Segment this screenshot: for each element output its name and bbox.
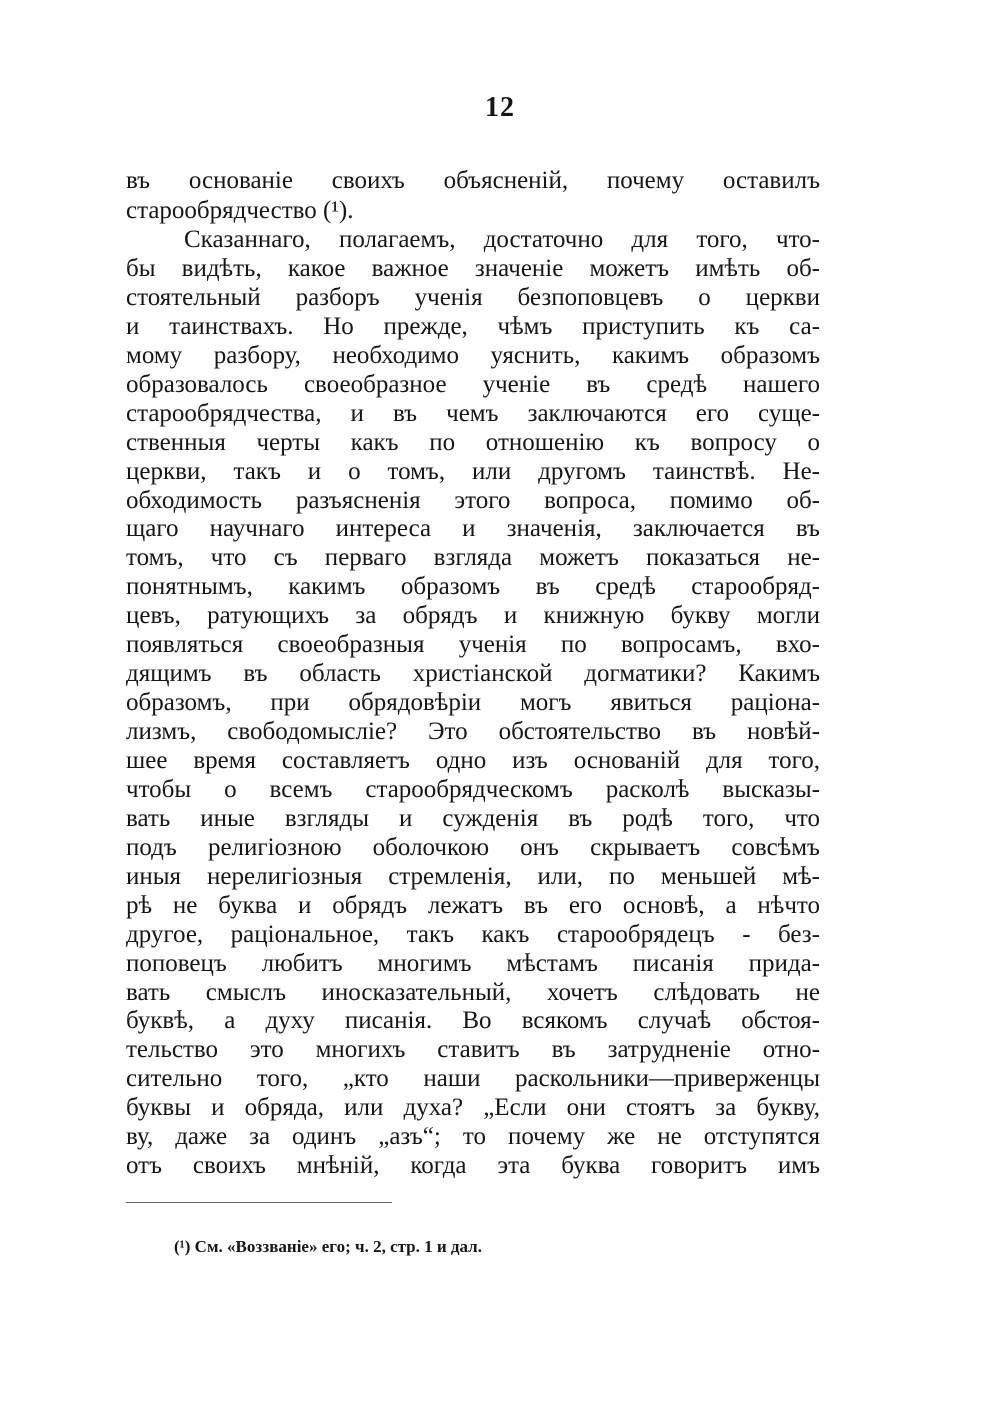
text-line: поповецъ любитъ многимъ мѣстамъ писанія прида- bbox=[126, 950, 820, 977]
text-line: ственныя черты какъ по отношенію къ вопросу о bbox=[126, 429, 820, 456]
text-line: другое, раціональное, такъ какъ старообрядецъ - без- bbox=[126, 921, 820, 948]
text-line: тельство это многихъ ставитъ въ затрудненіе отно- bbox=[126, 1036, 820, 1063]
text-line: обходимость разъясненія этого вопроса, помимо об- bbox=[126, 487, 820, 514]
text-line: томъ, что съ перваго взгляда можетъ показаться не- bbox=[126, 544, 820, 571]
text-line: вать смыслъ иносказательный, хочетъ слѣдовать не bbox=[126, 979, 820, 1006]
text-line: появляться своеобразныя ученія по вопросамъ, вхо- bbox=[126, 631, 820, 658]
text-line: шее время составляетъ одно изъ основаній для того, bbox=[126, 747, 820, 774]
text-line: мому разбору, необходимо уяснить, какимъ образомъ bbox=[126, 342, 820, 369]
text-line: старообрядчества, и въ чемъ заключаются его суще- bbox=[126, 400, 820, 427]
text-line: щаго научнаго интереса и значенія, заключается въ bbox=[126, 515, 820, 542]
text-line: рѣ не буква и обрядъ лежатъ въ его основѣ, а нѣчто bbox=[126, 892, 820, 919]
text-line: понятнымъ, какимъ образомъ въ средѣ старообряд- bbox=[126, 573, 820, 600]
text-line: стоятельный разборъ ученія безпоповцевъ о церкви bbox=[126, 284, 820, 311]
text-line: сительно того, „кто наши раскольники—приверженцы bbox=[126, 1065, 820, 1092]
text-line: отъ своихъ мнѣній, когда эта буква говоритъ имъ bbox=[126, 1152, 820, 1179]
text-line: образомъ, при обрядовѣріи могъ явиться раціона- bbox=[126, 689, 820, 716]
text-line: въ основаніе своихъ объясненій, почему оставилъ bbox=[126, 167, 820, 194]
text-line: Сказаннаго, полагаемъ, достаточно для того, что- bbox=[184, 226, 820, 253]
text-line: ву, даже за одинъ „азъ“; то почему же не отступятся bbox=[126, 1123, 820, 1150]
footnote: (¹) См. «Воззваніе» его; ч. 2, стр. 1 и дал. bbox=[174, 1237, 482, 1256]
text-line: лизмъ, свободомысліе? Это обстоятельство въ новѣй- bbox=[126, 718, 820, 745]
text-line: образовалось своеобразное ученіе въ средѣ нашего bbox=[126, 371, 820, 398]
text-line: чтобы о всемъ старообрядческомъ расколѣ высказы- bbox=[126, 776, 820, 803]
text-line: вать иные взгляды и сужденія въ родѣ того, что bbox=[126, 805, 820, 832]
text-line: иныя нерелигіозныя стремленія, или, по меньшей мѣ- bbox=[126, 863, 820, 890]
text-line: дящимъ въ область христіанской догматики? Какимъ bbox=[126, 660, 820, 687]
text-line: цевъ, ратующихъ за обрядъ и книжную букву могли bbox=[126, 602, 820, 629]
page-number: 12 bbox=[485, 92, 515, 123]
text-line: подъ религіозною оболочкою онъ скрываетъ совсѣмъ bbox=[126, 834, 820, 861]
text-line: буквѣ, а духу писанія. Во всякомъ случаѣ обстоя- bbox=[126, 1007, 820, 1034]
footnote-divider bbox=[126, 1202, 392, 1203]
text-line: и таинствахъ. Но прежде, чѣмъ приступить къ са- bbox=[126, 313, 820, 340]
text-line: буквы и обряда, или духа? „Если они стоятъ за букву, bbox=[126, 1094, 820, 1121]
text-line: церкви, такъ и о томъ, или другомъ таинствѣ. Не- bbox=[126, 458, 820, 485]
text-line: старообрядчество (¹). bbox=[126, 197, 354, 224]
text-line: бы видѣть, какое важное значеніе можетъ имѣть об- bbox=[126, 255, 820, 282]
